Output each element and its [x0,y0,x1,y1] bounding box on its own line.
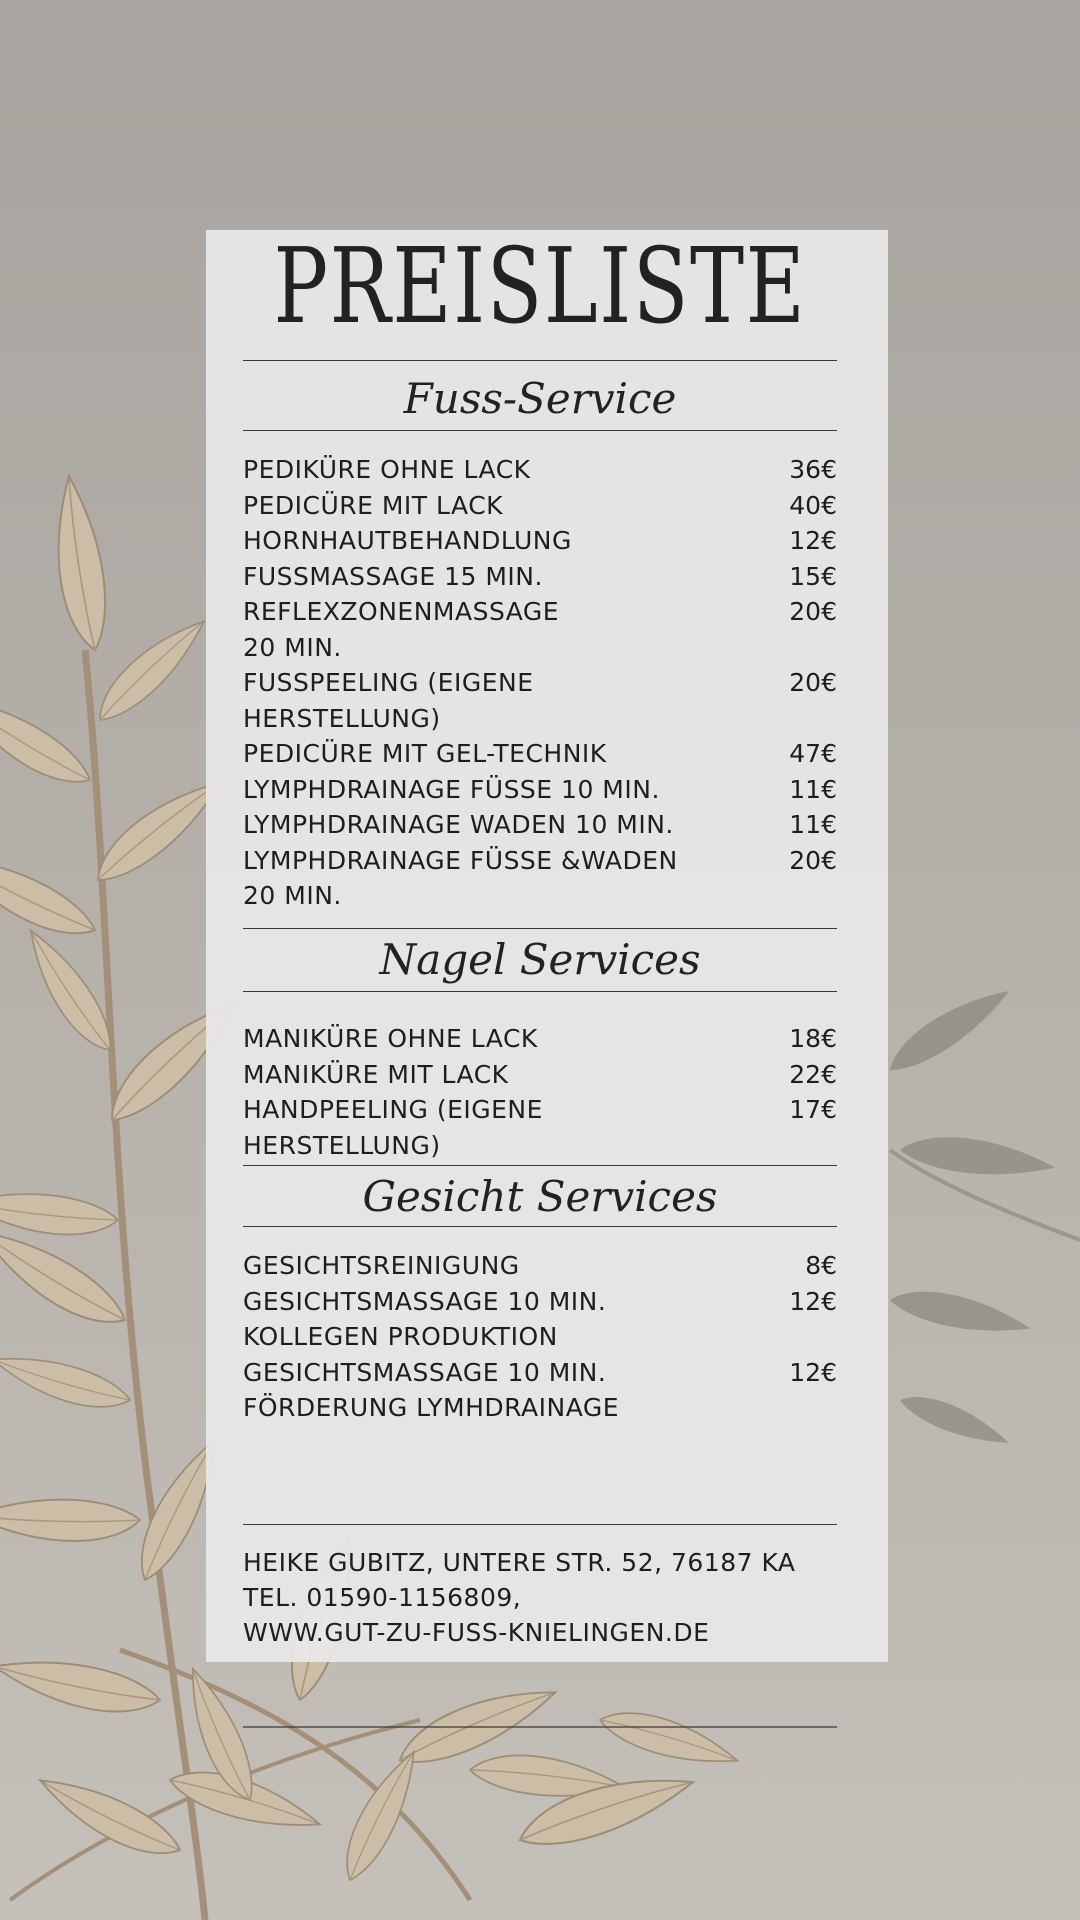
item-name: LYMPHDRAINAGE FÜSSE 10 MIN. [243,774,660,804]
price-item [243,665,837,736]
item-name: HANDPEELING (EIGENE HERSTELLUNG) [243,1095,543,1160]
price-item [243,1355,837,1426]
item-name: LYMPHDRAINAGE FÜSSE &WADEN 20 MIN. [243,845,678,910]
divider [243,1226,837,1227]
item-price: 36€ [789,455,837,484]
section-heading-nagel-services: Nagel Services [379,935,701,984]
item-name: GESICHTSREINIGUNG [243,1251,520,1280]
price-item [243,1248,837,1284]
contact-block [243,1545,843,1650]
item-name: MANIKÜRE OHNE LACK [243,1024,538,1053]
item-price: 11€ [789,810,837,839]
divider [243,928,837,929]
item-price: 8€ [805,1251,837,1280]
item-name: PEDIKÜRE OHNE LACK [243,455,531,484]
section-heading-gesicht-services: Gesicht Services [362,1172,718,1221]
price-item [243,594,837,665]
price-item [243,523,837,559]
item-price: 12€ [789,1286,837,1316]
nagel-services-list [243,1021,837,1163]
item-name: PEDICÜRE MIT GEL-TECHNIK [243,739,607,768]
item-price: 12€ [789,526,837,555]
price-item [243,1092,837,1163]
page-title: PREISLISTE [273,225,807,347]
item-price: 15€ [789,561,837,591]
item-price: 12€ [789,1357,837,1387]
item-name: GESICHTSMASSAGE 10 MIN. KOLLEGEN PRODUKTION [243,1286,607,1351]
item-price: 20€ [789,668,837,697]
item-price: 20€ [789,597,837,626]
price-item [243,1057,837,1093]
item-price: 20€ [789,845,837,875]
price-item [243,807,837,843]
item-name: MANIKÜRE MIT LACK [243,1059,509,1089]
price-item [243,1021,837,1057]
item-price: 11€ [789,774,837,804]
price-item [243,1284,837,1355]
item-price: 22€ [789,1059,837,1089]
divider [243,991,837,992]
section-heading-fuss-service: Fuss-Service [403,374,677,423]
item-price: 17€ [789,1095,837,1124]
item-name: PEDICÜRE MIT LACK [243,490,504,520]
price-item [243,772,837,808]
divider [243,430,837,431]
item-name: GESICHTSMASSAGE 10 MIN. FÖRDERUNG LYMHDRAINAGE [243,1357,620,1422]
price-item [243,452,837,488]
item-name: HORNHAUTBEHANDLUNG [243,526,572,555]
divider [243,360,837,361]
divider [243,1165,837,1166]
fuss-service-list [243,452,837,914]
item-price: 40€ [789,490,837,520]
price-item [243,488,837,524]
contact-website[interactable]: WWW.GUT-ZU-FUSS-KNIELINGEN.DE [243,1618,710,1647]
item-name: FUSSPEELING (EIGENE HERSTELLUNG) [243,668,534,733]
price-item [243,843,837,914]
item-price: 18€ [789,1024,837,1053]
gesicht-services-list [243,1248,837,1426]
price-item [243,736,837,772]
price-item [243,559,837,595]
item-name: LYMPHDRAINAGE WADEN 10 MIN. [243,810,674,839]
item-name: FUSSMASSAGE 15 MIN. [243,561,543,591]
divider [243,1524,837,1525]
item-name: REFLEXZONENMASSAGE 20 MIN. [243,597,560,662]
item-price: 47€ [789,739,837,768]
contact-phone[interactable]: TEL. 01590-1156809, [243,1583,522,1612]
contact-address: HEIKE GUBITZ, UNTERE STR. 52, 76187 KA [243,1548,796,1577]
